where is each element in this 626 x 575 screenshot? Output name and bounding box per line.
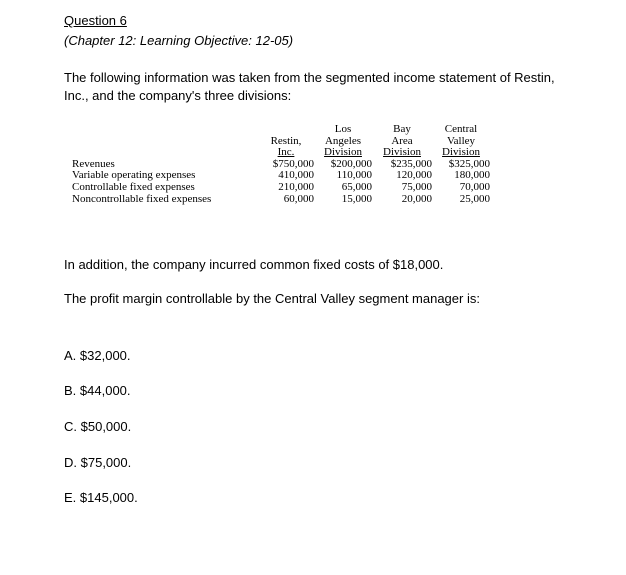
header-cell	[258, 124, 314, 136]
learning-objective: (Chapter 12: Learning Objective: 12-05)	[64, 33, 294, 48]
table-cell: $200,000	[330, 157, 372, 170]
header-cell: Los	[334, 123, 352, 135]
option-text: $145,000.	[79, 490, 138, 505]
additional-info: In addition, the company incurred common fixed costs of $18,000.	[64, 257, 444, 272]
table-cell: 70,000	[459, 180, 490, 193]
answer-option-d[interactable]	[64, 455, 131, 470]
header-cell: Inc.	[277, 146, 295, 159]
answer-option-b[interactable]	[64, 383, 131, 398]
table-header-row-1	[72, 124, 490, 136]
table-cell: $750,000	[272, 157, 314, 170]
table-cell: $325,000	[448, 157, 490, 170]
segmented-income-table	[72, 124, 490, 205]
table-cell: 20,000	[401, 192, 432, 205]
option-text: $32,000.	[79, 348, 131, 363]
table-cell: 180,000	[454, 169, 490, 182]
option-text: $75,000.	[80, 455, 132, 470]
header-cell: Bay	[393, 123, 411, 135]
answer-option-c[interactable]	[64, 419, 131, 434]
table-cell: 15,000	[341, 192, 372, 205]
option-letter: C.	[64, 419, 77, 434]
row-label: Variable operating expenses	[72, 169, 196, 182]
header-cell: Division	[383, 146, 421, 159]
row-label: Controllable fixed expenses	[72, 180, 195, 193]
header-cell: Restin,	[270, 134, 302, 147]
table-cell: 110,000	[336, 169, 372, 182]
row-label: Revenues	[72, 157, 115, 170]
header-cell: Central	[444, 123, 478, 135]
header-cell: Valley	[446, 134, 476, 147]
table-cell: 120,000	[396, 169, 432, 182]
option-letter: A.	[64, 348, 77, 363]
option-letter: D.	[64, 455, 77, 470]
table-cell: $235,000	[390, 157, 432, 170]
header-cell: Division	[442, 146, 480, 159]
table-cell: 25,000	[459, 192, 490, 205]
table-cell: 75,000	[401, 180, 432, 193]
answer-option-e[interactable]	[64, 490, 138, 505]
question-intro: The following information was taken from the segmented income statement of Restin, Inc., and the company's three divisions:	[64, 70, 555, 103]
option-letter: E.	[64, 490, 77, 505]
table-cell: 410,000	[278, 169, 314, 182]
header-cell: Angeles	[324, 134, 362, 147]
option-text: $50,000.	[80, 419, 132, 434]
option-letter: B.	[64, 383, 77, 398]
table-row-noncontrollable-fixed	[72, 194, 490, 206]
header-cell: Division	[324, 146, 362, 159]
option-text: $44,000.	[79, 383, 131, 398]
table-cell: 65,000	[341, 180, 372, 193]
answer-option-a[interactable]	[64, 348, 131, 363]
header-cell: Area	[391, 134, 413, 147]
table-cell: 210,000	[278, 180, 314, 193]
table-cell: 60,000	[283, 192, 314, 205]
table-row-controllable-fixed	[72, 182, 490, 194]
question-prompt: The profit margin controllable by the Central Valley segment manager is:	[64, 291, 480, 306]
row-label: Noncontrollable fixed expenses	[72, 192, 212, 205]
question-title: Question 6	[64, 13, 127, 28]
